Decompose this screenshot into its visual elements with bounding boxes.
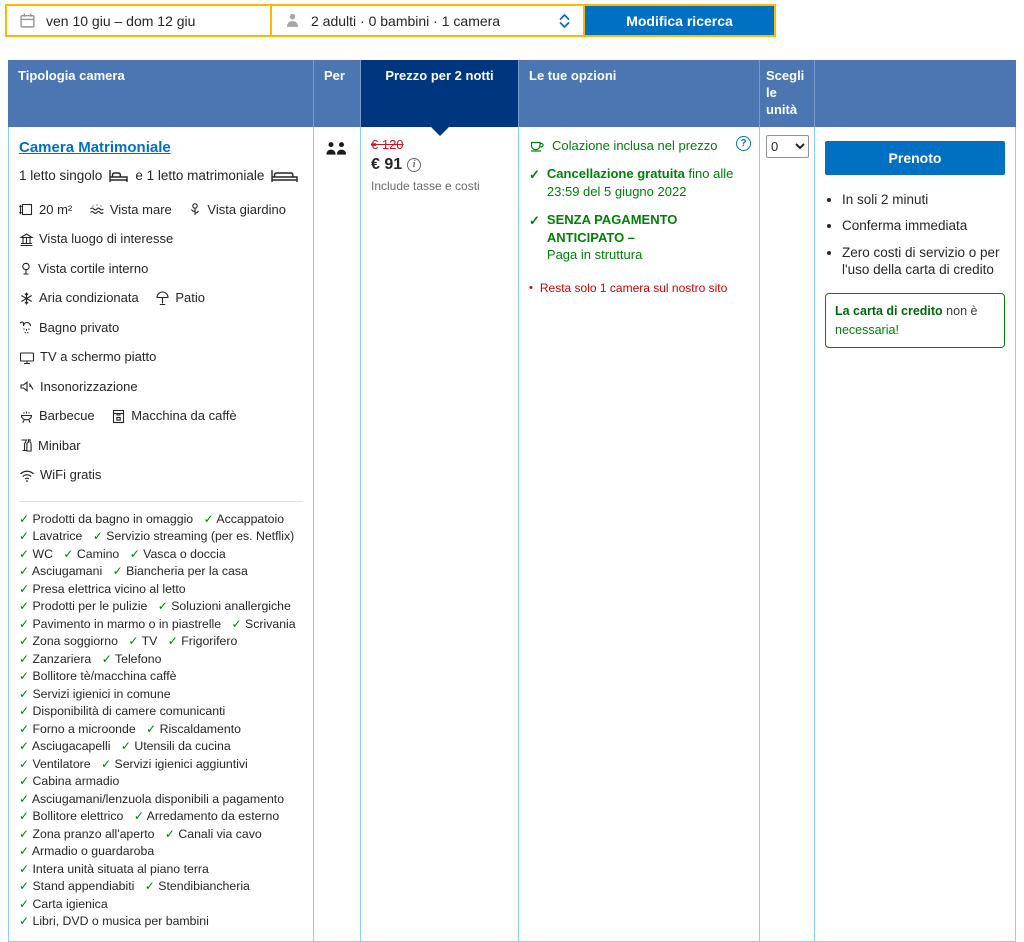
occupancy-value: 2 adulti · 0 bambini · 1 camera bbox=[311, 12, 501, 29]
check-icon bbox=[19, 687, 29, 701]
header-room-type: Tipologia camera bbox=[18, 68, 125, 83]
facility-list bbox=[19, 197, 303, 492]
facility-item: Aria condizionata bbox=[19, 285, 139, 311]
feature-item: ✓ Riscaldamento bbox=[146, 722, 241, 736]
check-icon bbox=[19, 809, 29, 823]
feature-item: ✓ Asciugamani bbox=[19, 564, 102, 578]
modify-search-button[interactable]: Modifica ricerca bbox=[585, 6, 774, 35]
scarcity-message bbox=[529, 280, 749, 296]
feature-item: ✓ Servizi igienici in comune bbox=[19, 687, 171, 701]
check-icon bbox=[134, 809, 144, 823]
double-bed-label: e 1 letto matrimoniale bbox=[135, 167, 265, 183]
check-icon bbox=[63, 547, 73, 561]
header-empty bbox=[814, 60, 1016, 127]
room-row bbox=[8, 127, 1016, 942]
inner-courtyard-view-icon bbox=[19, 261, 33, 276]
check-icon bbox=[19, 529, 29, 543]
units-cell bbox=[760, 127, 815, 941]
feature-item: ✓ Presa elettrica vicino al letto bbox=[19, 582, 186, 596]
check-icon bbox=[19, 599, 29, 613]
check-icon bbox=[19, 512, 29, 526]
check-icon bbox=[204, 512, 214, 526]
room-details-cell bbox=[9, 127, 314, 941]
cancellation-option bbox=[529, 165, 749, 200]
facility-item: Vista giardino bbox=[188, 197, 286, 223]
feature-item: ✓ Vasca o doccia bbox=[130, 547, 226, 561]
benefit-item: • Zero costi di servizio o per l'uso della carta di credito bbox=[842, 244, 1005, 279]
check-icon bbox=[19, 669, 29, 683]
header-options: Le tue opzioni bbox=[518, 60, 759, 127]
feature-item: ✓ Canali via cavo bbox=[165, 827, 262, 841]
feature-item: ✓ Utensili da cucina bbox=[121, 739, 231, 753]
private-bathroom-icon bbox=[19, 320, 34, 335]
feature-item: ✓ Bollitore tè/macchina caffè bbox=[19, 669, 176, 683]
facility-item: Vista mare bbox=[89, 197, 172, 223]
options-cell bbox=[519, 127, 760, 941]
facility-item: Bagno privato bbox=[19, 315, 119, 341]
feature-item: ✓ Prodotti per le pulizie bbox=[19, 599, 147, 613]
feature-item: ✓ TV bbox=[128, 634, 157, 648]
facility-item: Barbecue bbox=[19, 403, 95, 429]
bullet-icon bbox=[529, 281, 533, 296]
payment-option bbox=[529, 211, 749, 264]
feature-item: ✓ Scrivania bbox=[232, 617, 296, 631]
feature-item: ✓ Bollitore elettrico bbox=[19, 809, 123, 823]
check-icon bbox=[19, 879, 29, 893]
header-choose-units: Scegli le unità bbox=[759, 60, 814, 127]
feature-item: ✓ Zanzariera bbox=[19, 652, 91, 666]
facility-item: TV a schermo piatto bbox=[19, 344, 156, 370]
book-button[interactable]: Prenoto bbox=[825, 141, 1005, 175]
facility-item: Macchina da caffè bbox=[111, 403, 236, 429]
feature-item: ✓ Servizio streaming (per es. Netflix) bbox=[93, 529, 294, 543]
air-conditioning-icon bbox=[19, 291, 34, 306]
facility-item: Vista cortile interno bbox=[19, 256, 148, 282]
two-adults-icon bbox=[324, 141, 350, 157]
single-bed-icon bbox=[108, 168, 129, 183]
divider bbox=[19, 501, 303, 502]
check-icon bbox=[232, 617, 242, 631]
search-bar bbox=[5, 4, 776, 37]
price-note: Include tasse e costi bbox=[371, 178, 480, 193]
book-panel bbox=[815, 127, 1015, 941]
price-cell bbox=[361, 127, 519, 941]
facility-item: Vista luogo di interesse bbox=[19, 226, 173, 252]
feature-item: ✓ Intera unità situata al piano terra bbox=[19, 862, 209, 876]
flat-screen-tv-icon bbox=[19, 350, 35, 365]
check-icon bbox=[19, 774, 29, 788]
cancellation-label: Cancellazione gratuita fino alle 23:59 del 5 giugno 2022 bbox=[546, 166, 734, 199]
check-icon bbox=[121, 739, 131, 753]
feature-item: ✓ Ventilatore bbox=[19, 757, 91, 771]
chevron-up-down-icon bbox=[558, 13, 571, 29]
dates-field[interactable] bbox=[7, 6, 272, 35]
facility-item: Insonorizzazione bbox=[19, 374, 138, 400]
feature-item: ✓ Forno a microonde bbox=[19, 722, 136, 736]
table-header-row bbox=[8, 60, 1016, 127]
check-icon bbox=[93, 529, 103, 543]
sea-view-icon bbox=[89, 202, 105, 217]
dates-value: ven 10 giu – dom 12 giu bbox=[46, 12, 196, 29]
payment-label: SENZA PAGAMENTO ANTICIPATO – Paga in struttura bbox=[546, 212, 678, 263]
room-name-link[interactable]: Camera Matrimoniale bbox=[19, 138, 171, 156]
facility-item: 20 m² bbox=[19, 197, 72, 223]
check-icon bbox=[19, 914, 29, 928]
feature-item: ✓ Zona pranzo all'aperto bbox=[19, 827, 154, 841]
feature-item: ✓ Zona soggiorno bbox=[19, 634, 118, 648]
bed-configuration bbox=[19, 168, 303, 183]
check-icon bbox=[128, 634, 138, 648]
header-per: Per bbox=[313, 60, 360, 127]
check-icon bbox=[19, 739, 29, 753]
facility-item: Patio bbox=[155, 285, 205, 311]
scarcity-label: Resta solo 1 camera sul nostro sito bbox=[539, 280, 728, 295]
facility-item: WiFi gratis bbox=[19, 462, 101, 488]
feature-item: ✓ Carta igienica bbox=[19, 897, 108, 911]
benefit-item: • In soli 2 minuti bbox=[842, 191, 1005, 209]
feature-item: ✓ Soluzioni anallergiche bbox=[158, 599, 291, 613]
check-icon bbox=[145, 879, 155, 893]
old-price: € 120 bbox=[371, 136, 404, 152]
check-icon bbox=[19, 634, 29, 648]
feature-item: ✓ Libri, DVD o musica per bambini bbox=[19, 914, 209, 928]
breakfast-option bbox=[529, 137, 749, 155]
feature-item: ✓ Lavatrice bbox=[19, 529, 82, 543]
feature-item: ✓ WC bbox=[19, 547, 53, 561]
check-icon bbox=[19, 862, 29, 876]
check-icon bbox=[529, 212, 540, 264]
feature-item: ✓ Stand appendiabiti bbox=[19, 879, 134, 893]
feature-item: ✓ Asciugacapelli bbox=[19, 739, 110, 753]
check-icon bbox=[130, 547, 140, 561]
current-price: € 91 bbox=[371, 155, 403, 173]
feature-item: ✓ Asciugamani/lenzuola disponibili a pagamento bbox=[19, 792, 284, 806]
feature-item: ✓ Accappatoio bbox=[204, 512, 285, 526]
feature-item: ✓ Biancheria per la casa bbox=[113, 564, 248, 578]
room-size-icon bbox=[19, 202, 34, 217]
feature-item: ✓ Servizi igienici aggiuntivi bbox=[101, 757, 248, 771]
check-icon bbox=[19, 547, 29, 561]
occupancy-cell bbox=[314, 127, 361, 941]
wifi-icon bbox=[19, 468, 35, 483]
garden-view-icon bbox=[188, 202, 202, 217]
credit-card-notice: La carta di credito non è necessaria! bbox=[825, 293, 1005, 349]
coffee-machine-icon bbox=[111, 409, 126, 424]
check-icon bbox=[19, 617, 29, 631]
benefit-list bbox=[825, 191, 1005, 279]
check-icon bbox=[19, 897, 29, 911]
feature-item: ✓ Prodotti da bagno in omaggio bbox=[19, 512, 193, 526]
single-bed-label: 1 letto singolo bbox=[19, 167, 103, 183]
calendar-icon bbox=[19, 12, 36, 29]
help-question-icon[interactable] bbox=[736, 136, 751, 151]
feature-item: ✓ Cabina armadio bbox=[19, 774, 119, 788]
check-icon bbox=[529, 166, 540, 200]
double-bed-icon bbox=[270, 168, 299, 183]
person-icon bbox=[284, 12, 301, 29]
check-icon bbox=[113, 564, 123, 578]
soundproofing-icon bbox=[19, 379, 35, 394]
feature-item: ✓ Camino bbox=[63, 547, 119, 561]
check-icon bbox=[19, 757, 29, 771]
breakfast-label: Colazione inclusa nel prezzo bbox=[552, 137, 718, 153]
feature-item: ✓ Arredamento da esterno bbox=[134, 809, 279, 823]
check-icon bbox=[165, 827, 175, 841]
check-icon bbox=[19, 844, 29, 858]
patio-icon bbox=[155, 291, 170, 306]
info-icon[interactable] bbox=[407, 158, 421, 172]
benefit-item: • Conferma immediata bbox=[842, 217, 1005, 235]
header-price: Prezzo per 2 notti bbox=[360, 60, 518, 127]
room-table bbox=[8, 60, 1016, 942]
check-icon bbox=[19, 652, 29, 666]
feature-item: ✓ Telefono bbox=[102, 652, 162, 666]
feature-list bbox=[19, 511, 303, 931]
facility-item: Minibar bbox=[19, 433, 81, 459]
units-select[interactable] bbox=[766, 135, 809, 158]
feature-item: ✓ Pavimento in marmo o in piastrelle bbox=[19, 617, 221, 631]
barbecue-icon bbox=[19, 409, 34, 424]
check-icon bbox=[102, 652, 112, 666]
check-icon bbox=[19, 704, 29, 718]
feature-item: ✓ Stendibiancheria bbox=[145, 879, 250, 893]
check-icon bbox=[19, 827, 29, 841]
feature-item: ✓ Armadio o guardaroba bbox=[19, 844, 154, 858]
landmark-view-icon bbox=[19, 232, 34, 247]
feature-item: ✓ Disponibilità di camere comunicanti bbox=[19, 704, 225, 718]
coffee-cup-icon bbox=[529, 138, 545, 155]
minibar-icon bbox=[19, 438, 33, 453]
check-icon bbox=[168, 634, 178, 648]
feature-item: ✓ Frigorifero bbox=[168, 634, 238, 648]
check-icon bbox=[19, 564, 29, 578]
check-icon bbox=[101, 757, 111, 771]
check-icon bbox=[158, 599, 168, 613]
check-icon bbox=[19, 582, 29, 596]
check-icon bbox=[19, 792, 29, 806]
occupancy-field[interactable] bbox=[272, 6, 585, 35]
